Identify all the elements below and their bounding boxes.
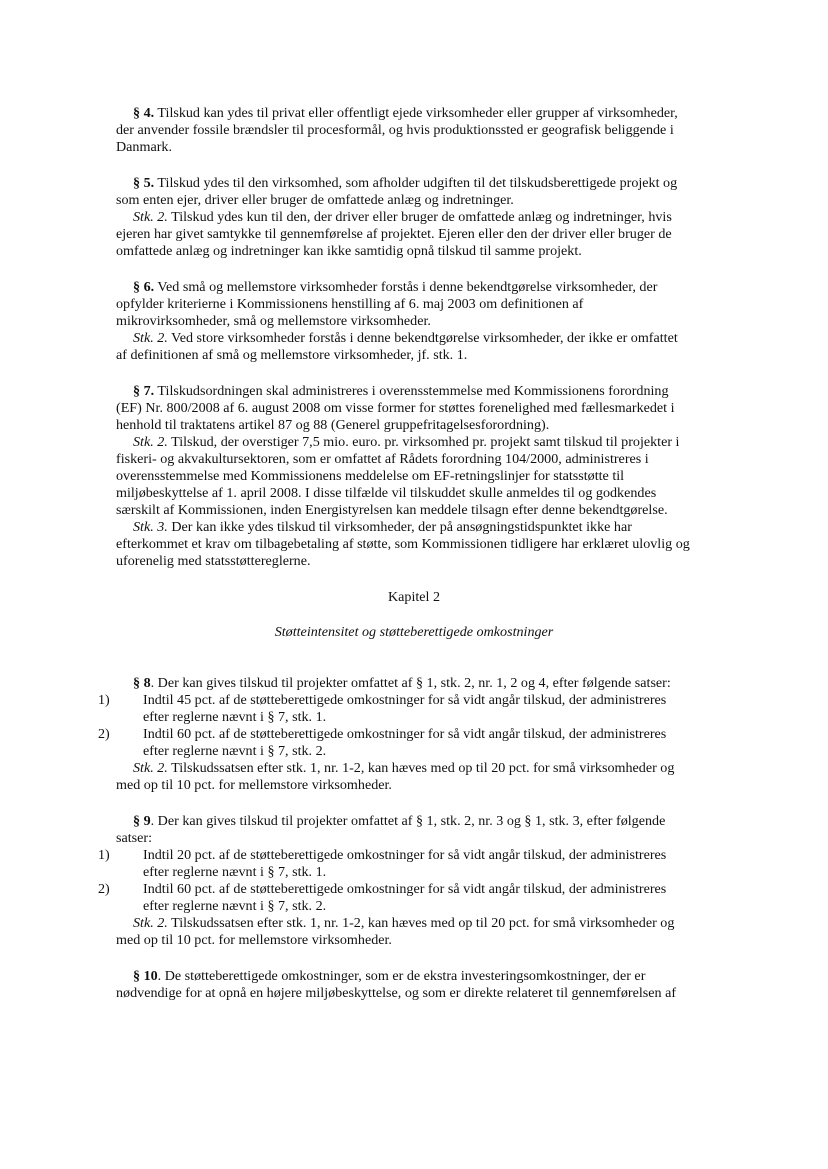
paragraph-6-stk2-line-1 (133, 330, 678, 347)
paragraph-7-line-3: henhold til traktatens artikel 87 og 88 (Generel gruppefritagelsesforordning). (116, 417, 550, 433)
paragraph-4-line-1 (133, 105, 678, 122)
text: Tilskud ydes til den virksomhed, som afholder udgiften til det tilskudsberettigede projekt og (154, 175, 678, 191)
paragraph-7-stk2-line-1 (133, 434, 679, 451)
paragraph-9-item-1-line-2: efter reglerne nævnt i § 7, stk. 1. (143, 864, 327, 880)
paragraph-9-item-2-line-2: efter reglerne nævnt i § 7, stk. 2. (143, 898, 327, 914)
paragraph-5-line-5: omfattede anlæg og indretninger kan ikke samtidig opnå tilskud til samme projekt. (116, 243, 582, 259)
paragraph-7-stk3-line-1 (133, 519, 632, 536)
paragraph-8-item-2-line-2: efter reglerne nævnt i § 7, stk. 2. (143, 743, 327, 759)
paragraph-8-item-1-line-2: efter reglerne nævnt i § 7, stk. 1. (143, 709, 327, 725)
section-mark: § 9 (133, 813, 151, 829)
paragraph-7-line-11: uforenelig med statsstøttereglerne. (116, 553, 311, 569)
list-number: 1) (98, 692, 110, 708)
section-mark: § 10 (133, 968, 158, 984)
paragraph-7-line-8: særskilt af Kommissionen, inden Energistyrelsen kan meddele tilsagn efter denne bekendtgørelse. (116, 502, 668, 518)
list-number: 2) (98, 726, 110, 742)
text: Tilskud, der overstiger 7,5 mio. euro. pr. virksomhed pr. projekt samt tilskud til projekter i (167, 434, 680, 450)
chapter-title: Kapitel 2 (387, 589, 441, 605)
stk-label: Stk. 2. (133, 760, 168, 776)
text: Tilskudssatsen efter stk. 1, nr. 1-2, kan hæves med op til 20 pct. for små virksomheder og (167, 915, 675, 931)
paragraph-9-line-last: med op til 10 pct. for mellemstore virksomheder. (116, 932, 392, 948)
text: . Der kan gives tilskud til projekter omfattet af § 1, stk. 2, nr. 1, 2 og 4, efter følgende satser: (150, 675, 671, 691)
text: Tilskudssatsen efter stk. 1, nr. 1-2, kan hæves med op til 20 pct. for små virksomheder og (167, 760, 675, 776)
text: Tilskud kan ydes til privat eller offentligt ejede virksomheder eller grupper af virksomheder, (154, 105, 678, 121)
section-mark: § 7. (133, 383, 155, 399)
section-mark: § 5. (133, 175, 155, 191)
chapter-subtitle: Støtteintensitet og støtteberettigede omkostninger (274, 624, 554, 640)
stk-label: Stk. 2. (133, 915, 168, 931)
paragraph-8-item-2-line-1: Indtil 60 pct. af de støtteberettigede omkostninger for så vidt angår tilskud, der administreres (143, 726, 667, 742)
paragraph-8-line-last: med op til 10 pct. for mellemstore virksomheder. (116, 777, 392, 793)
paragraph-7-line-1 (133, 383, 669, 400)
paragraph-6-line-3: mikrovirksomheder, små og mellemstore virksomheder. (116, 313, 431, 329)
stk-label: Stk. 3. (133, 519, 168, 535)
paragraph-6-line-1 (133, 279, 657, 296)
paragraph-8-stk2-line-1 (133, 760, 674, 777)
section-mark: § 8 (133, 675, 151, 691)
paragraph-7-line-5: fiskeri- og akvakultursektoren, som er omfattet af Rådets forordning 104/2000, administreres i (116, 451, 649, 467)
text: Tilskud ydes kun til den, der driver eller bruger de omfattede anlæg og indretninger, hvis (167, 209, 672, 225)
text: Der kan ikke ydes tilskud til virksomheder, der på ansøgningstidspunktet ikke har (167, 519, 632, 535)
paragraph-5-line-1 (133, 175, 677, 192)
paragraph-5-line-4: ejeren har givet samtykke til gennemførelse af projektet. Ejeren eller den der driver eller bruger de (116, 226, 672, 242)
list-number: 2) (98, 881, 110, 897)
stk-label: Stk. 2. (133, 330, 168, 346)
paragraph-5-line-2: som enten ejer, driver eller bruger de omfattede anlæg og indretninger. (116, 192, 514, 208)
paragraph-10-line-2: nødvendige for at opnå en højere miljøbeskyttelse, og som er direkte relateret til gennemførelsen af (116, 985, 677, 1001)
paragraph-7-line-6: overensstemmelse med Kommissionens meddelelse om EF-retningslinjer for statsstøtte til (116, 468, 625, 484)
paragraph-10-line-1 (133, 968, 645, 985)
text: . Der kan gives tilskud til projekter omfattet af § 1, stk. 2, nr. 3 og § 1, stk. 3, efter følgende (150, 813, 666, 829)
paragraph-5-stk2-line-1 (133, 209, 672, 226)
paragraph-9-line-2: satser: (116, 830, 153, 846)
list-number: 1) (98, 847, 110, 863)
paragraph-9-item-1-line-1: Indtil 20 pct. af de støtteberettigede omkostninger for så vidt angår tilskud, der administreres (143, 847, 667, 863)
paragraph-7-line-2: (EF) Nr. 800/2008 af 6. august 2008 om visse former for støttes forenelighed med fællesmarkedet i (116, 400, 675, 416)
paragraph-9-stk2-line-1 (133, 915, 674, 932)
text: . De støtteberettigede omkostninger, som er de ekstra investeringsomkostninger, der er (157, 968, 646, 984)
text: Tilskudsordningen skal administreres i overensstemmelse med Kommissionens forordning (154, 383, 669, 399)
text: Ved store virksomheder forstås i denne bekendtgørelse virksomheder, der ikke er omfattet (167, 330, 678, 346)
section-mark: § 6. (133, 279, 155, 295)
section-mark: § 4. (133, 105, 155, 121)
stk-label: Stk. 2. (133, 434, 168, 450)
paragraph-8-item-1-line-1: Indtil 45 pct. af de støtteberettigede omkostninger for så vidt angår tilskud, der administreres (143, 692, 667, 708)
paragraph-4-line-3: Danmark. (116, 139, 172, 155)
text: Ved små og mellemstore virksomheder forstås i denne bekendtgørelse virksomheder, der (154, 279, 658, 295)
paragraph-8-line-1 (133, 675, 671, 692)
paragraph-9-item-2-line-1: Indtil 60 pct. af de støtteberettigede omkostninger for så vidt angår tilskud, der administreres (143, 881, 667, 897)
paragraph-7-line-10: efterkommet et krav om tilbagebetaling af støtte, som Kommissionen tidligere har erklæret ulovlig og (116, 536, 690, 552)
paragraph-7-line-7: miljøbeskyttelse af 1. april 2008. I disse tilfælde vil tilskuddet skulle anmeldes til og godkendes (116, 485, 657, 501)
paragraph-6-line-2: opfylder kriterierne i Kommissionens henstilling af 6. maj 2003 om definitionen af (116, 296, 584, 312)
paragraph-4-line-2: der anvender fossile brændsler til procesformål, og hvis produktionssted er geografisk beliggende i (116, 122, 674, 138)
paragraph-9-line-1 (133, 813, 665, 830)
stk-label: Stk. 2. (133, 209, 168, 225)
paragraph-6-line-5: af definitionen af små og mellemstore virksomheder, jf. stk. 1. (116, 347, 468, 363)
